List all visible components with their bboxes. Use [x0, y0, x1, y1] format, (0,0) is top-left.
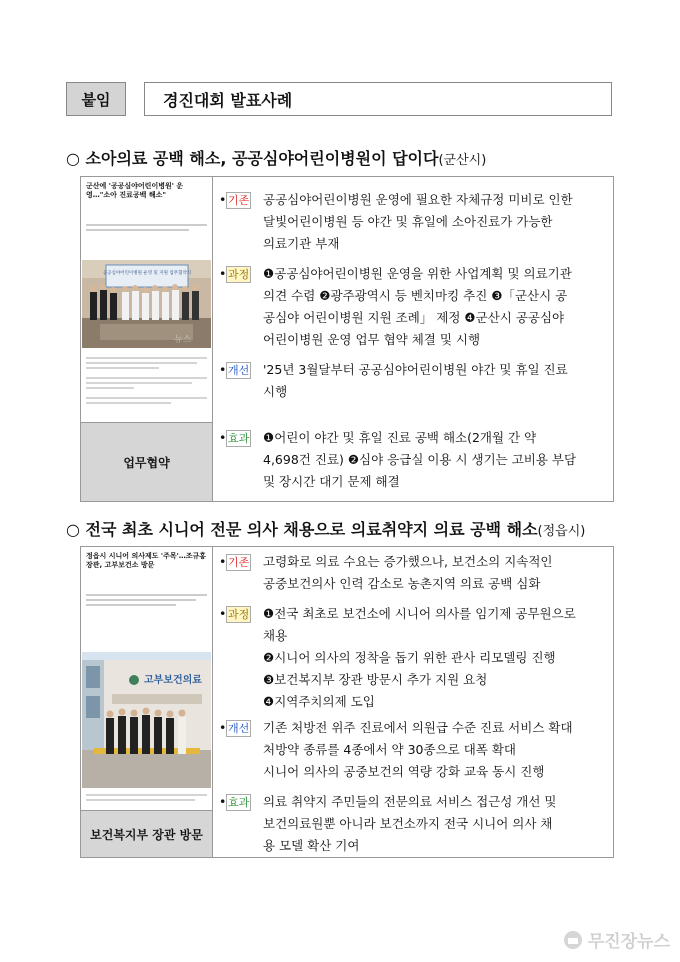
attachment-tag: 붙임 [66, 82, 126, 116]
tag-effect: 효과 [228, 432, 250, 445]
text-line [86, 377, 207, 379]
section-2-title-text: ○ 전국 최초 시니어 전문 의사 채용으로 의료취약지 의료 공백 해소 [66, 520, 538, 539]
page-title: 경진대회 발표사례 [144, 82, 612, 116]
building-sign: 고부보건의료 [144, 675, 202, 686]
text-line: '25년 3월달부터 공공심야어린이병원 야간 및 휴일 진료 [263, 362, 568, 377]
bullet-icon: • [219, 794, 227, 809]
section-2-image-column [81, 547, 213, 857]
text-line [86, 794, 207, 796]
health-center-visit-photo [82, 652, 211, 788]
text-line: 기존 처방전 위주 진료에서 의원급 수준 진료 서비스 확대 [263, 720, 573, 735]
item-text [263, 603, 607, 713]
bullet-icon: • [219, 554, 227, 569]
tag-improvement: 개선 [228, 722, 250, 735]
item-text [263, 551, 607, 595]
text-line: 4,698건 진료) ❷심야 응급실 이용 시 생기는 고비용 부담 [263, 452, 577, 467]
text-line: 공공심야어린이병원 운영에 필요한 자체규정 미비로 인한 [263, 192, 573, 207]
divider [86, 604, 176, 606]
section-1-image-column [81, 177, 213, 501]
section-1-news-body [86, 354, 207, 407]
text-line: ❸보건복지부 장관 방문시 추가 지원 요청 [263, 672, 488, 687]
tag-existing: 기존 [228, 194, 250, 207]
divider [86, 229, 189, 231]
text-line: 채용 [263, 628, 288, 643]
section-2-news-headline: 정읍시 시니어 의사제도 '주목'…조규홍 장관, 고부보건소 방문 [86, 552, 207, 569]
section-2-news-meta [82, 572, 211, 578]
divider [86, 594, 207, 596]
text-line: 시니어 의사의 공중보건의 역량 강화 교육 동시 진행 [263, 764, 545, 779]
text-line: ❹지역주치의제 도입 [263, 694, 375, 709]
section-1-table [80, 176, 614, 502]
section-2-news-thumbnail [82, 548, 211, 810]
bullet-icon: • [219, 606, 227, 621]
agreement-ceremony-photo [82, 260, 211, 348]
text-line: 공심야 어린이병원 지원 조례」 제정 ❹군산시 공공심야 [263, 310, 565, 325]
site-watermark [564, 927, 670, 952]
watermark-text: 무진장뉴스 [587, 932, 670, 952]
section-2-details [219, 547, 607, 857]
item-text [263, 717, 607, 783]
tag-process: 과정 [228, 608, 250, 621]
text-line [86, 387, 134, 389]
section-1-title-text: ○ 소아의료 공백 해소, 공공심야어린이병원이 답이다 [66, 149, 439, 168]
text-line: 어린이병원 운영 업무 협약 체결 및 시행 [263, 332, 481, 347]
text-line: ❶어린이 야간 및 휴일 진료 공백 해소(2개월 간 약 [263, 430, 537, 445]
section-1-news-headline: 군산에 '공공심야어린이병원' 운영…"소아 진료공백 해소" [86, 182, 184, 199]
bullet-icon: • [219, 430, 227, 445]
text-line: 의료기관 부재 [263, 236, 340, 251]
tag-effect: 효과 [228, 796, 250, 809]
section-2-news-body [86, 792, 207, 804]
text-line [86, 362, 197, 364]
section-1-title [66, 146, 486, 169]
text-line: 보건의료원뿐 아니라 보건소까지 전국 시니어 의사 채 [263, 816, 553, 831]
text-line: ❶공공심야어린이병원 운영을 위한 사업계획 및 의료기관 [263, 266, 572, 281]
text-line: ❶전국 최초로 보건소에 시니어 의사를 임기제 공무원으로 [263, 606, 576, 621]
section-1-news-thumbnail [82, 178, 211, 422]
section-2-table [80, 546, 614, 858]
text-line: 용 모델 확산 기여 [263, 838, 360, 853]
text-line: 처방약 종류를 4종에서 약 30종으로 대폭 확대 [263, 742, 516, 757]
text-line [86, 367, 159, 369]
text-line: 의견 수렴 ❷광주광역시 등 벤치마킹 추진 ❸「군산시 공 [263, 288, 568, 303]
bullet-icon: • [219, 362, 227, 377]
text-line: 고령화로 의료 수요는 증가했으나, 보건소의 지속적인 [263, 554, 553, 569]
text-line [86, 799, 195, 801]
text-line: ❷시니어 의사의 정착을 돕기 위한 관사 리모델링 진행 [263, 650, 556, 665]
text-line: 공중보건의사 인력 감소로 농촌지역 의료 공백 심화 [263, 576, 541, 591]
logo-icon [564, 931, 582, 949]
section-1-news-photo [82, 260, 211, 348]
text-line [86, 357, 207, 359]
section-1-title-suffix: (군산시) [438, 153, 487, 168]
tag-existing: 기존 [228, 556, 250, 569]
item-text [263, 791, 607, 857]
item-text [263, 189, 607, 255]
text-line: 의료 취약지 주민들의 전문의료 서비스 접근성 개선 및 [263, 794, 557, 809]
bullet-icon: • [219, 720, 227, 735]
tag-process: 과정 [228, 268, 250, 281]
text-line [86, 397, 207, 399]
bullet-icon: • [219, 192, 227, 207]
photo-watermark: 뉴스 [174, 335, 192, 345]
section-1-news-meta [82, 202, 211, 208]
text-line: 달빛어린이병원 등 야간 및 휴일에 소아진료가 가능한 [263, 214, 553, 229]
section-2-title-suffix: (정읍시) [537, 524, 586, 539]
section-2-title [66, 517, 585, 540]
item-text [263, 263, 607, 351]
item-text [263, 359, 607, 403]
text-line [86, 402, 171, 404]
tag-improvement: 개선 [228, 364, 250, 377]
text-line [86, 382, 192, 384]
bullet-icon: • [219, 266, 227, 281]
item-text [263, 427, 607, 493]
section-2-news-photo [82, 652, 211, 788]
section-2-photo-caption: 보건복지부 장관 방문 [81, 810, 212, 857]
section-1-details [219, 177, 607, 501]
divider [86, 224, 207, 226]
divider [86, 599, 196, 601]
section-1-photo-caption: 업무협약 [81, 422, 212, 501]
text-line: 및 장시간 대기 문제 해결 [263, 474, 400, 489]
text-line: 시행 [263, 384, 288, 399]
banner-text: 공공심야어린이병원 운영 및 지원 업무협약식 [102, 271, 192, 276]
